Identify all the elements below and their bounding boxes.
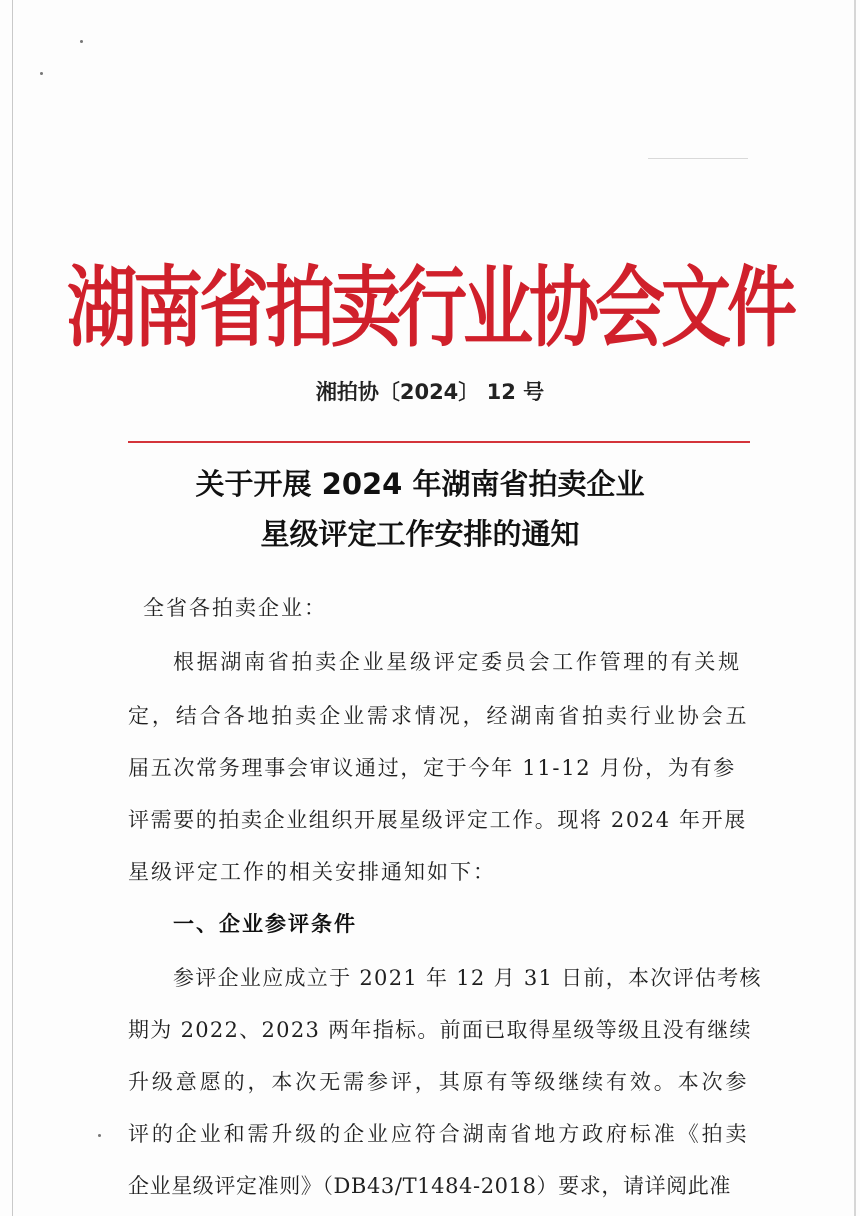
paragraph-line: 届五次常务理事会审议通过，定于今年 11-12 月份，为有参 [128, 756, 736, 780]
notice-title-line-1: 关于开展 2024 年湖南省拍卖企业 [195, 467, 645, 501]
scan-edge-right [854, 0, 856, 1216]
paragraph-line: 参评企业应成立于 2021 年 12 月 31 日前，本次评估考核 [173, 966, 762, 990]
notice-title-line-2: 星级评定工作安排的通知 [260, 517, 580, 551]
scan-edge-left [12, 0, 13, 1216]
stray-mark [98, 1134, 101, 1137]
paragraph-line: 期为 2022、2023 两年指标。前面已取得星级等级且没有继续 [128, 1018, 752, 1042]
stray-mark [80, 40, 83, 43]
paragraph-line: 评需要的拍卖企业组织开展星级评定工作。现将 2024 年开展 [128, 808, 747, 832]
letterhead-rule [128, 441, 750, 443]
paragraph-line: 评的企业和需升级的企业应符合湖南省地方政府标准《拍卖 [128, 1122, 750, 1146]
paragraph-line: 根据湖南省拍卖企业星级评定委员会工作管理的有关规 [173, 650, 742, 674]
paragraph-line: 升级意愿的，本次无需参评，其原有等级继续有效。本次参 [128, 1070, 750, 1094]
paragraph-line: 星级评定工作的相关安排通知如下： [128, 860, 496, 884]
paragraph-line: 企业星级评定准则》（DB43/T1484-2018）要求，请详阅此准 [128, 1174, 731, 1198]
letterhead-title: 湖南省拍卖行业协会文件 [67, 255, 793, 360]
scan-mark [648, 158, 748, 159]
document-number: 湘拍协〔2024〕 12 号 [315, 380, 545, 404]
stray-mark [40, 72, 43, 75]
section-heading: 一、企业参评条件 [173, 911, 357, 936]
salutation: 全省各拍卖企业： [143, 596, 327, 620]
paragraph-line: 定，结合各地拍卖企业需求情况，经湖南省拍卖行业协会五 [128, 704, 750, 728]
